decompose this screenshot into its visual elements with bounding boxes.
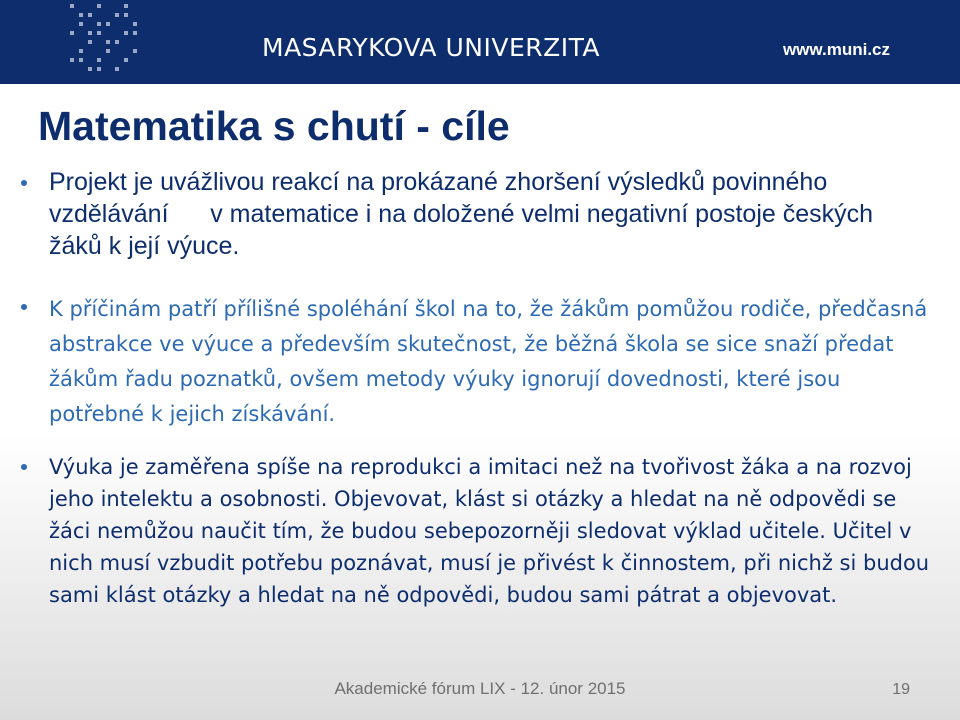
footer-caption: Akademické fórum LIX - 12. únor 2015 <box>334 679 626 698</box>
slide-title: Matematika s chutí - cíle <box>38 103 510 149</box>
bullet-text: K příčinám patří přílišné spoléhání škol na to, že žákům pomůžou rodiče, předčasná abstrakce ve výuce a především skutečnost, že běžná škola se sice snaží předat žákům řadu poznatků, ovšem metody výuky ignorují dovednosti, které jsou potřebné k jejich získávání. <box>49 297 928 426</box>
website-link[interactable]: www.muni.cz <box>782 40 890 59</box>
header-bar <box>0 0 960 84</box>
university-logo <box>70 4 140 74</box>
bullet-dot-icon <box>21 180 27 186</box>
bullet-text: Výuka je zaměřena spíše na reprodukci a imitaci než na tvořivost žáka a na rozvoj jeho intelektu a osobnosti. Objevovat, klást si otázky a hledat na ně odpovědi se žáci nemůžou naučit tím, že budou sebepozorněji sledovat výklad učitele. Učitel v nich musí vzbudit potřebu poznávat, musí je přivést k činnostem, při nichž si budou sami klást otázky a hledat na ně odpovědi, budou sami pátrat a objevovat. <box>49 455 930 607</box>
bullet-dot-icon <box>21 464 27 470</box>
university-name: MASARYKOVA UNIVERZITA <box>262 33 601 62</box>
bullet-dot-icon <box>21 304 27 310</box>
bullet-text: Projekt je uvážlivou reakcí na prokázané zhoršení výsledků povinného vzdělávání v matematice i na doložené velmi negativní postoje českých žáků k její výuce. <box>49 168 874 260</box>
page-number: 19 <box>892 681 910 698</box>
